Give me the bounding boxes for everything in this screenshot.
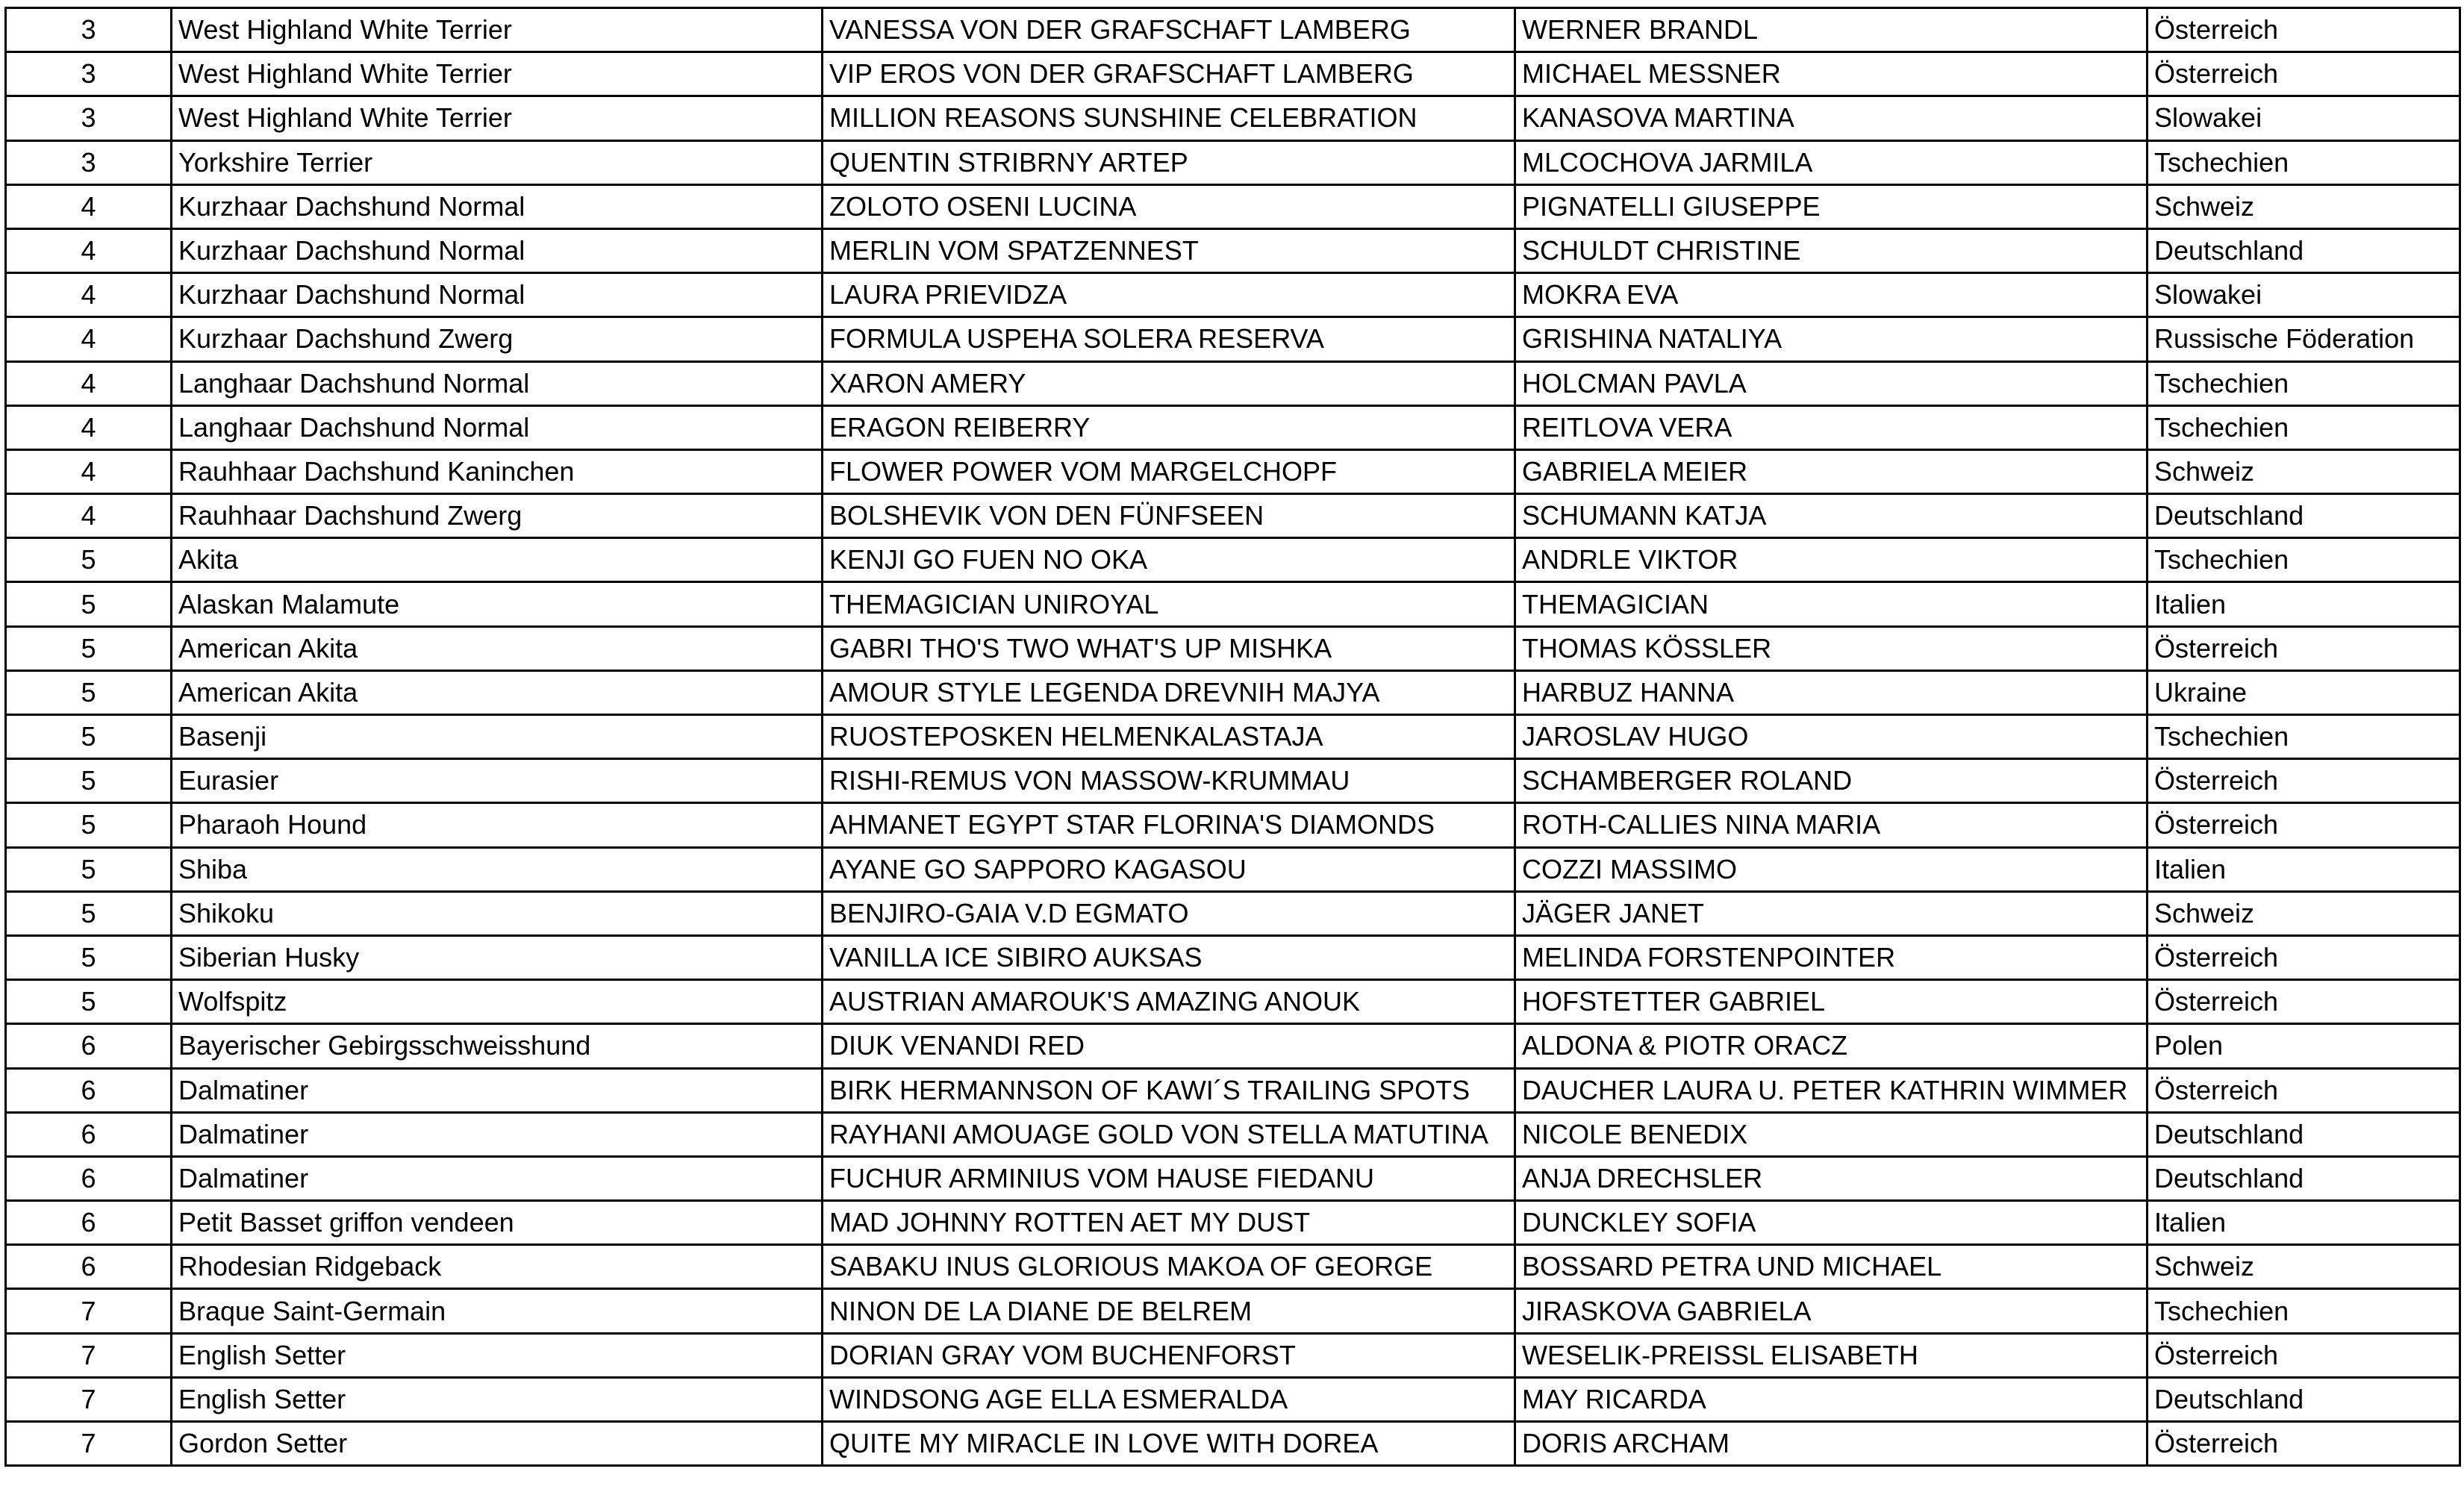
results-table [4, 7, 2461, 1467]
table-row [6, 847, 2460, 891]
owner-cell: NICOLE BENEDIX [1515, 1112, 2148, 1156]
table-row [6, 803, 2460, 847]
country-cell: Italien [2148, 582, 2460, 626]
owner-cell: DAUCHER LAURA U. PETER KATHRIN WIMMER [1515, 1068, 2148, 1112]
country-cell: Österreich [2148, 52, 2460, 96]
table-row [6, 1024, 2460, 1068]
group-cell: 3 [6, 52, 172, 96]
dog-name-cell: XARON AMERY [823, 361, 1515, 405]
dog-name-cell: BOLSHEVIK VON DEN FÜNFSEEN [823, 494, 1515, 538]
owner-cell: WESELIK-PREISSL ELISABETH [1515, 1333, 2148, 1377]
breed-cell: West Highland White Terrier [172, 8, 823, 52]
group-cell: 6 [6, 1245, 172, 1289]
breed-cell: Alaskan Malamute [172, 582, 823, 626]
table-row [6, 228, 2460, 272]
breed-cell: Akita [172, 538, 823, 582]
breed-cell: Dalmatiner [172, 1068, 823, 1112]
group-cell: 7 [6, 1289, 172, 1333]
table-row [6, 273, 2460, 317]
group-cell: 4 [6, 228, 172, 272]
country-cell: Slowakei [2148, 96, 2460, 140]
country-cell: Österreich [2148, 1068, 2460, 1112]
country-cell: Tschechien [2148, 140, 2460, 184]
country-cell: Österreich [2148, 759, 2460, 803]
country-cell: Österreich [2148, 8, 2460, 52]
breed-cell: Bayerischer Gebirgsschweisshund [172, 1024, 823, 1068]
breed-cell: Basenji [172, 715, 823, 759]
group-cell: 4 [6, 449, 172, 493]
owner-cell: JIRASKOVA GABRIELA [1515, 1289, 2148, 1333]
breed-cell: Kurzhaar Dachshund Zwerg [172, 317, 823, 361]
breed-cell: Kurzhaar Dachshund Normal [172, 228, 823, 272]
breed-cell: Siberian Husky [172, 935, 823, 979]
owner-cell: ALDONA & PIOTR ORACZ [1515, 1024, 2148, 1068]
group-cell: 5 [6, 759, 172, 803]
country-cell: Tschechien [2148, 715, 2460, 759]
breed-cell: Gordon Setter [172, 1422, 823, 1466]
owner-cell: SCHAMBERGER ROLAND [1515, 759, 2148, 803]
owner-cell: HOFSTETTER GABRIEL [1515, 980, 2148, 1024]
country-cell: Tschechien [2148, 538, 2460, 582]
table-row [6, 184, 2460, 228]
group-cell: 5 [6, 891, 172, 935]
group-cell: 6 [6, 1156, 172, 1200]
dog-name-cell: MAD JOHNNY ROTTEN AET MY DUST [823, 1201, 1515, 1245]
dog-name-cell: FUCHUR ARMINIUS VOM HAUSE FIEDANU [823, 1156, 1515, 1200]
breed-cell: Rauhhaar Dachshund Kaninchen [172, 449, 823, 493]
group-cell: 5 [6, 582, 172, 626]
group-cell: 6 [6, 1112, 172, 1156]
table-row [6, 759, 2460, 803]
dog-name-cell: SABAKU INUS GLORIOUS MAKOA OF GEORGE [823, 1245, 1515, 1289]
table-row [6, 317, 2460, 361]
country-cell: Schweiz [2148, 891, 2460, 935]
dog-name-cell: WINDSONG AGE ELLA ESMERALDA [823, 1377, 1515, 1421]
group-cell: 5 [6, 980, 172, 1024]
country-cell: Schweiz [2148, 449, 2460, 493]
owner-cell: HARBUZ HANNA [1515, 670, 2148, 714]
group-cell: 4 [6, 361, 172, 405]
dog-name-cell: ERAGON REIBERRY [823, 405, 1515, 449]
table-row [6, 52, 2460, 96]
group-cell: 5 [6, 803, 172, 847]
breed-cell: Langhaar Dachshund Normal [172, 361, 823, 405]
table-row [6, 405, 2460, 449]
breed-cell: Pharaoh Hound [172, 803, 823, 847]
owner-cell: WERNER BRANDL [1515, 8, 2148, 52]
table-row [6, 1201, 2460, 1245]
country-cell: Deutschland [2148, 1377, 2460, 1421]
country-cell: Österreich [2148, 935, 2460, 979]
owner-cell: THOMAS KÖSSLER [1515, 626, 2148, 670]
country-cell: Österreich [2148, 1333, 2460, 1377]
table-row [6, 1156, 2460, 1200]
country-cell: Schweiz [2148, 1245, 2460, 1289]
breed-cell: Kurzhaar Dachshund Normal [172, 273, 823, 317]
table-row [6, 715, 2460, 759]
breed-cell: English Setter [172, 1333, 823, 1377]
table-row [6, 1068, 2460, 1112]
breed-cell: Wolfspitz [172, 980, 823, 1024]
group-cell: 3 [6, 96, 172, 140]
owner-cell: JÄGER JANET [1515, 891, 2148, 935]
owner-cell: MELINDA FORSTENPOINTER [1515, 935, 2148, 979]
group-cell: 7 [6, 1377, 172, 1421]
country-cell: Tschechien [2148, 1289, 2460, 1333]
group-cell: 7 [6, 1422, 172, 1466]
breed-cell: American Akita [172, 670, 823, 714]
table-row [6, 1112, 2460, 1156]
country-cell: Deutschland [2148, 228, 2460, 272]
country-cell: Schweiz [2148, 184, 2460, 228]
owner-cell: SCHULDT CHRISTINE [1515, 228, 2148, 272]
table-row [6, 670, 2460, 714]
group-cell: 5 [6, 626, 172, 670]
table-row [6, 96, 2460, 140]
owner-cell: MOKRA EVA [1515, 273, 2148, 317]
dog-name-cell: FORMULA USPEHA SOLERA RESERVA [823, 317, 1515, 361]
group-cell: 4 [6, 273, 172, 317]
owner-cell: GABRIELA MEIER [1515, 449, 2148, 493]
dog-name-cell: RISHI-REMUS VON MASSOW-KRUMMAU [823, 759, 1515, 803]
breed-cell: Eurasier [172, 759, 823, 803]
table-row [6, 140, 2460, 184]
owner-cell: JAROSLAV HUGO [1515, 715, 2148, 759]
dog-name-cell: KENJI GO FUEN NO OKA [823, 538, 1515, 582]
table-row [6, 1333, 2460, 1377]
table-row [6, 935, 2460, 979]
group-cell: 4 [6, 184, 172, 228]
group-cell: 4 [6, 405, 172, 449]
group-cell: 4 [6, 317, 172, 361]
country-cell: Deutschland [2148, 1156, 2460, 1200]
breed-cell: Yorkshire Terrier [172, 140, 823, 184]
dog-name-cell: MILLION REASONS SUNSHINE CELEBRATION [823, 96, 1515, 140]
owner-cell: THEMAGICIAN [1515, 582, 2148, 626]
dog-name-cell: THEMAGICIAN UNIROYAL [823, 582, 1515, 626]
country-cell: Italien [2148, 847, 2460, 891]
group-cell: 6 [6, 1024, 172, 1068]
country-cell: Österreich [2148, 803, 2460, 847]
country-cell: Ukraine [2148, 670, 2460, 714]
dog-name-cell: QUITE MY MIRACLE IN LOVE WITH DOREA [823, 1422, 1515, 1466]
table-row [6, 1422, 2460, 1466]
breed-cell: Rhodesian Ridgeback [172, 1245, 823, 1289]
breed-cell: Shikoku [172, 891, 823, 935]
country-cell: Österreich [2148, 626, 2460, 670]
table-row [6, 980, 2460, 1024]
dog-name-cell: LAURA PRIEVIDZA [823, 273, 1515, 317]
results-table-body [6, 8, 2460, 1466]
breed-cell: Langhaar Dachshund Normal [172, 405, 823, 449]
group-cell: 5 [6, 715, 172, 759]
breed-cell: Rauhhaar Dachshund Zwerg [172, 494, 823, 538]
dog-name-cell: AYANE GO SAPPORO KAGASOU [823, 847, 1515, 891]
group-cell: 7 [6, 1333, 172, 1377]
group-cell: 6 [6, 1068, 172, 1112]
country-cell: Österreich [2148, 980, 2460, 1024]
group-cell: 3 [6, 8, 172, 52]
group-cell: 3 [6, 140, 172, 184]
owner-cell: MLCOCHOVA JARMILA [1515, 140, 2148, 184]
breed-cell: English Setter [172, 1377, 823, 1421]
country-cell: Italien [2148, 1201, 2460, 1245]
country-cell: Tschechien [2148, 405, 2460, 449]
dog-name-cell: ZOLOTO OSENI LUCINA [823, 184, 1515, 228]
dog-name-cell: VIP EROS VON DER GRAFSCHAFT LAMBERG [823, 52, 1515, 96]
dog-name-cell: FLOWER POWER VOM MARGELCHOPF [823, 449, 1515, 493]
dog-name-cell: DORIAN GRAY VOM BUCHENFORST [823, 1333, 1515, 1377]
breed-cell: Dalmatiner [172, 1112, 823, 1156]
group-cell: 5 [6, 847, 172, 891]
owner-cell: DORIS ARCHAM [1515, 1422, 2148, 1466]
owner-cell: GRISHINA NATALIYA [1515, 317, 2148, 361]
dog-name-cell: BIRK HERMANNSON OF KAWI´S TRAILING SPOTS [823, 1068, 1515, 1112]
breed-cell: Braque Saint-Germain [172, 1289, 823, 1333]
dog-name-cell: NINON DE LA DIANE DE BELREM [823, 1289, 1515, 1333]
table-row [6, 891, 2460, 935]
dog-name-cell: DIUK VENANDI RED [823, 1024, 1515, 1068]
dog-name-cell: AUSTRIAN AMAROUK'S AMAZING ANOUK [823, 980, 1515, 1024]
owner-cell: SCHUMANN KATJA [1515, 494, 2148, 538]
group-cell: 5 [6, 538, 172, 582]
country-cell: Slowakei [2148, 273, 2460, 317]
owner-cell: BOSSARD PETRA UND MICHAEL [1515, 1245, 2148, 1289]
owner-cell: ANDRLE VIKTOR [1515, 538, 2148, 582]
breed-cell: West Highland White Terrier [172, 52, 823, 96]
table-row [6, 1377, 2460, 1421]
owner-cell: ROTH-CALLIES NINA MARIA [1515, 803, 2148, 847]
country-cell: Deutschland [2148, 494, 2460, 538]
dog-name-cell: MERLIN VOM SPATZENNEST [823, 228, 1515, 272]
dog-name-cell: VANILLA ICE SIBIRO AUKSAS [823, 935, 1515, 979]
breed-cell: Dalmatiner [172, 1156, 823, 1200]
table-row [6, 494, 2460, 538]
table-row [6, 8, 2460, 52]
breed-cell: Petit Basset griffon vendeen [172, 1201, 823, 1245]
dog-name-cell: AMOUR STYLE LEGENDA DREVNIH MAJYA [823, 670, 1515, 714]
table-row [6, 1289, 2460, 1333]
group-cell: 6 [6, 1201, 172, 1245]
country-cell: Polen [2148, 1024, 2460, 1068]
table-row [6, 626, 2460, 670]
table-row [6, 1245, 2460, 1289]
owner-cell: DUNCKLEY SOFIA [1515, 1201, 2148, 1245]
country-cell: Russische Föderation [2148, 317, 2460, 361]
breed-cell: American Akita [172, 626, 823, 670]
table-row [6, 449, 2460, 493]
owner-cell: ANJA DRECHSLER [1515, 1156, 2148, 1200]
owner-cell: HOLCMAN PAVLA [1515, 361, 2148, 405]
group-cell: 5 [6, 935, 172, 979]
country-cell: Deutschland [2148, 1112, 2460, 1156]
group-cell: 5 [6, 670, 172, 714]
owner-cell: COZZI MASSIMO [1515, 847, 2148, 891]
dog-name-cell: RUOSTEPOSKEN HELMENKALASTAJA [823, 715, 1515, 759]
table-row [6, 538, 2460, 582]
dog-name-cell: VANESSA VON DER GRAFSCHAFT LAMBERG [823, 8, 1515, 52]
dog-name-cell: BENJIRO-GAIA V.D EGMATO [823, 891, 1515, 935]
dog-name-cell: QUENTIN STRIBRNY ARTEP [823, 140, 1515, 184]
breed-cell: Shiba [172, 847, 823, 891]
table-row [6, 582, 2460, 626]
table-row [6, 361, 2460, 405]
group-cell: 4 [6, 494, 172, 538]
breed-cell: Kurzhaar Dachshund Normal [172, 184, 823, 228]
owner-cell: PIGNATELLI GIUSEPPE [1515, 184, 2148, 228]
owner-cell: MICHAEL MESSNER [1515, 52, 2148, 96]
breed-cell: West Highland White Terrier [172, 96, 823, 140]
dog-name-cell: GABRI THO'S TWO WHAT'S UP MISHKA [823, 626, 1515, 670]
owner-cell: MAY RICARDA [1515, 1377, 2148, 1421]
country-cell: Österreich [2148, 1422, 2460, 1466]
dog-name-cell: AHMANET EGYPT STAR FLORINA'S DIAMONDS [823, 803, 1515, 847]
dog-name-cell: RAYHANI AMOUAGE GOLD VON STELLA MATUTINA [823, 1112, 1515, 1156]
country-cell: Tschechien [2148, 361, 2460, 405]
owner-cell: REITLOVA VERA [1515, 405, 2148, 449]
owner-cell: KANASOVA MARTINA [1515, 96, 2148, 140]
